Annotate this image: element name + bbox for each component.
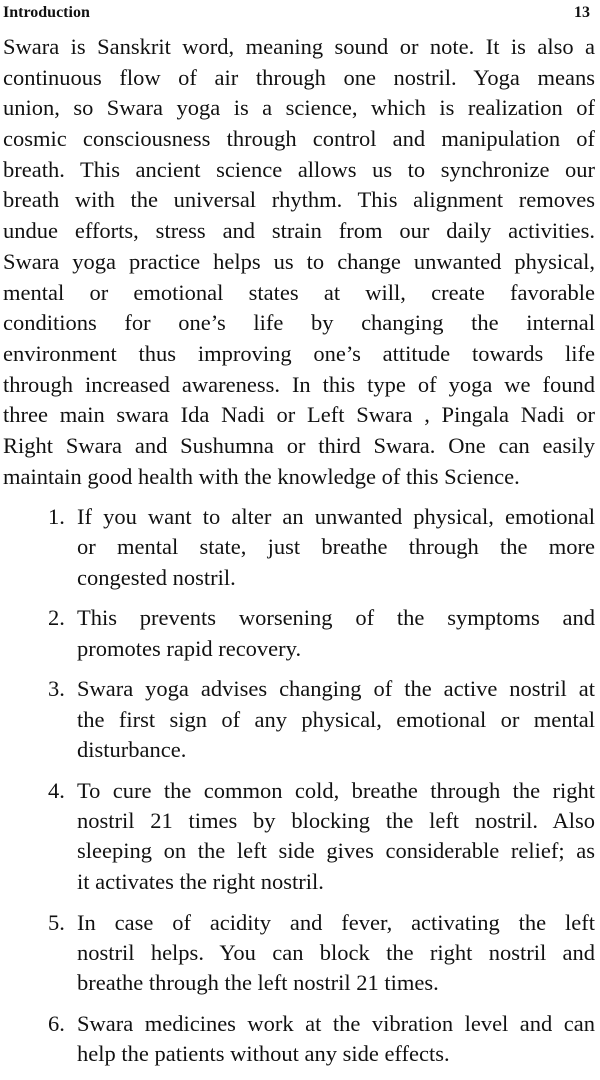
list-item-line: In case of acidity and fever, activating the left bbox=[77, 909, 595, 935]
paragraph-line: union, so Swara yoga is a science, which is realization of bbox=[3, 95, 595, 121]
intro-paragraph bbox=[3, 32, 595, 492]
list-item-text bbox=[77, 1009, 595, 1070]
list-item-line: Swara yoga advises changing of the active nostril at bbox=[77, 676, 595, 702]
page-number: 13 bbox=[574, 4, 590, 21]
list-item-number: 4. bbox=[48, 777, 65, 803]
list-item-line: or mental state, just breathe through the more bbox=[77, 534, 595, 560]
list-item-text bbox=[77, 776, 595, 897]
paragraph-line: undue efforts, stress and strain from our daily activities. bbox=[3, 218, 595, 244]
list-item-line: Swara medicines work at the vibration level and can bbox=[77, 1010, 595, 1036]
paragraph-line: breath with the universal rhythm. This alignment removes bbox=[3, 187, 595, 213]
list-item-number: 5. bbox=[48, 909, 65, 935]
list-item-line: help the patients without any side effects. bbox=[77, 1041, 450, 1067]
list-item-text bbox=[77, 502, 595, 593]
list-item bbox=[0, 603, 600, 664]
list-item-number: 1. bbox=[48, 504, 65, 529]
list-item-line: congested nostril. bbox=[77, 564, 236, 590]
paragraph-line: conditions for one’s life by changing the internal bbox=[3, 310, 595, 336]
paragraph-line: mental or emotional states at will, create favorable bbox=[3, 279, 595, 305]
list-item-number: 3. bbox=[48, 676, 65, 702]
list-item-line: it activates the right nostril. bbox=[77, 868, 324, 894]
list-item-line: To cure the common cold, breathe through the right bbox=[77, 777, 595, 803]
paragraph-line: Swara yoga practice helps us to change unwanted physical, bbox=[3, 248, 595, 274]
list-item-text bbox=[77, 908, 595, 999]
paragraph-line: continuous flow of air through one nostril. Yoga means bbox=[3, 64, 595, 90]
paragraph-line: three main swara Ida Nadi or Left Swara , Pingala Nadi or bbox=[3, 402, 595, 428]
list-item-number: 2. bbox=[48, 605, 65, 631]
list-item-line: nostril helps. You can block the right nostril and bbox=[77, 939, 595, 965]
list-item-line: sleeping on the left side gives considerable relief; as bbox=[77, 838, 595, 864]
list-item bbox=[0, 908, 600, 999]
paragraph-line: environment thus improving one’s attitude towards life bbox=[3, 340, 595, 366]
list-item bbox=[0, 674, 600, 765]
paragraph-line: Right Swara and Sushumna or third Swara. One can easily bbox=[3, 432, 595, 458]
list-item-line: breathe through the left nostril 21 times. bbox=[77, 970, 439, 996]
list-item bbox=[0, 1009, 600, 1070]
list-item-line: disturbance. bbox=[77, 737, 187, 763]
paragraph-line: breath. This ancient science allows us to synchronize our bbox=[3, 156, 595, 182]
paragraph-line: cosmic consciousness through control and manipulation of bbox=[3, 126, 595, 152]
paragraph-line: maintain good health with the knowledge of this Science. bbox=[3, 463, 520, 489]
list-item-line: This prevents worsening of the symptoms and bbox=[77, 605, 595, 631]
list-item bbox=[0, 776, 600, 897]
paragraph-line: Swara is Sanskrit word, meaning sound or note. It is also a bbox=[3, 34, 595, 59]
running-header-title: Introduction bbox=[3, 4, 90, 21]
list-item bbox=[0, 502, 600, 593]
list-item-text bbox=[77, 603, 595, 664]
numbered-list bbox=[0, 502, 600, 1080]
list-item-line: nostril 21 times by blocking the left nostril. Also bbox=[77, 808, 595, 834]
list-item-line: promotes rapid recovery. bbox=[77, 635, 302, 661]
list-item-line: the first sign of any physical, emotional or mental bbox=[77, 706, 595, 732]
list-item-number: 6. bbox=[48, 1010, 65, 1036]
list-item-line: If you want to alter an unwanted physical, emotional bbox=[77, 504, 595, 529]
list-item-text bbox=[77, 674, 595, 765]
paragraph-line: through increased awareness. In this type of yoga we found bbox=[3, 371, 595, 397]
